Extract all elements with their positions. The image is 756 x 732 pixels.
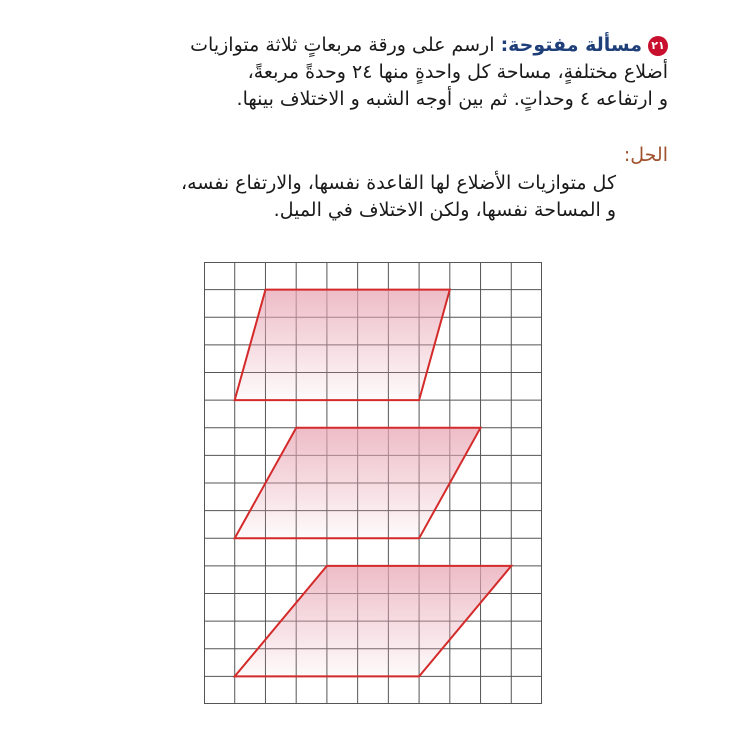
problem-title: مسألة مفتوحة: bbox=[500, 34, 642, 56]
solution-line-1: كل متوازيات الأضلاع لها القاعدة نفسها، والارتفاع نفسه، bbox=[180, 172, 616, 194]
solution-label: الحل: bbox=[623, 144, 668, 166]
grid-figure bbox=[204, 262, 542, 704]
grid-paper bbox=[204, 262, 542, 704]
problem-text-1: ارسم على ورقة مربعاتٍ ثلاثة متوازيات bbox=[190, 34, 495, 56]
problem-line-2: أضلاع مختلفةٍ، مساحة كل واحدةٍ منها ٢٤ وحدةً مربعةً، bbox=[247, 61, 668, 83]
parallelogram-2 bbox=[235, 428, 481, 539]
solution-text bbox=[96, 170, 616, 224]
solution-line-2: و المساحة نفسها، ولكن الاختلاف في الميل. bbox=[273, 199, 616, 221]
problem-line-3: و ارتفاعه ٤ وحداتٍ. ثم بين أوجه الشبه و الاختلاف بينها. bbox=[236, 88, 668, 110]
problem-line-1 bbox=[108, 32, 668, 59]
problem-statement bbox=[108, 32, 668, 113]
problem-number-badge: ٢١ bbox=[648, 36, 668, 56]
parallelogram-1 bbox=[235, 290, 450, 401]
